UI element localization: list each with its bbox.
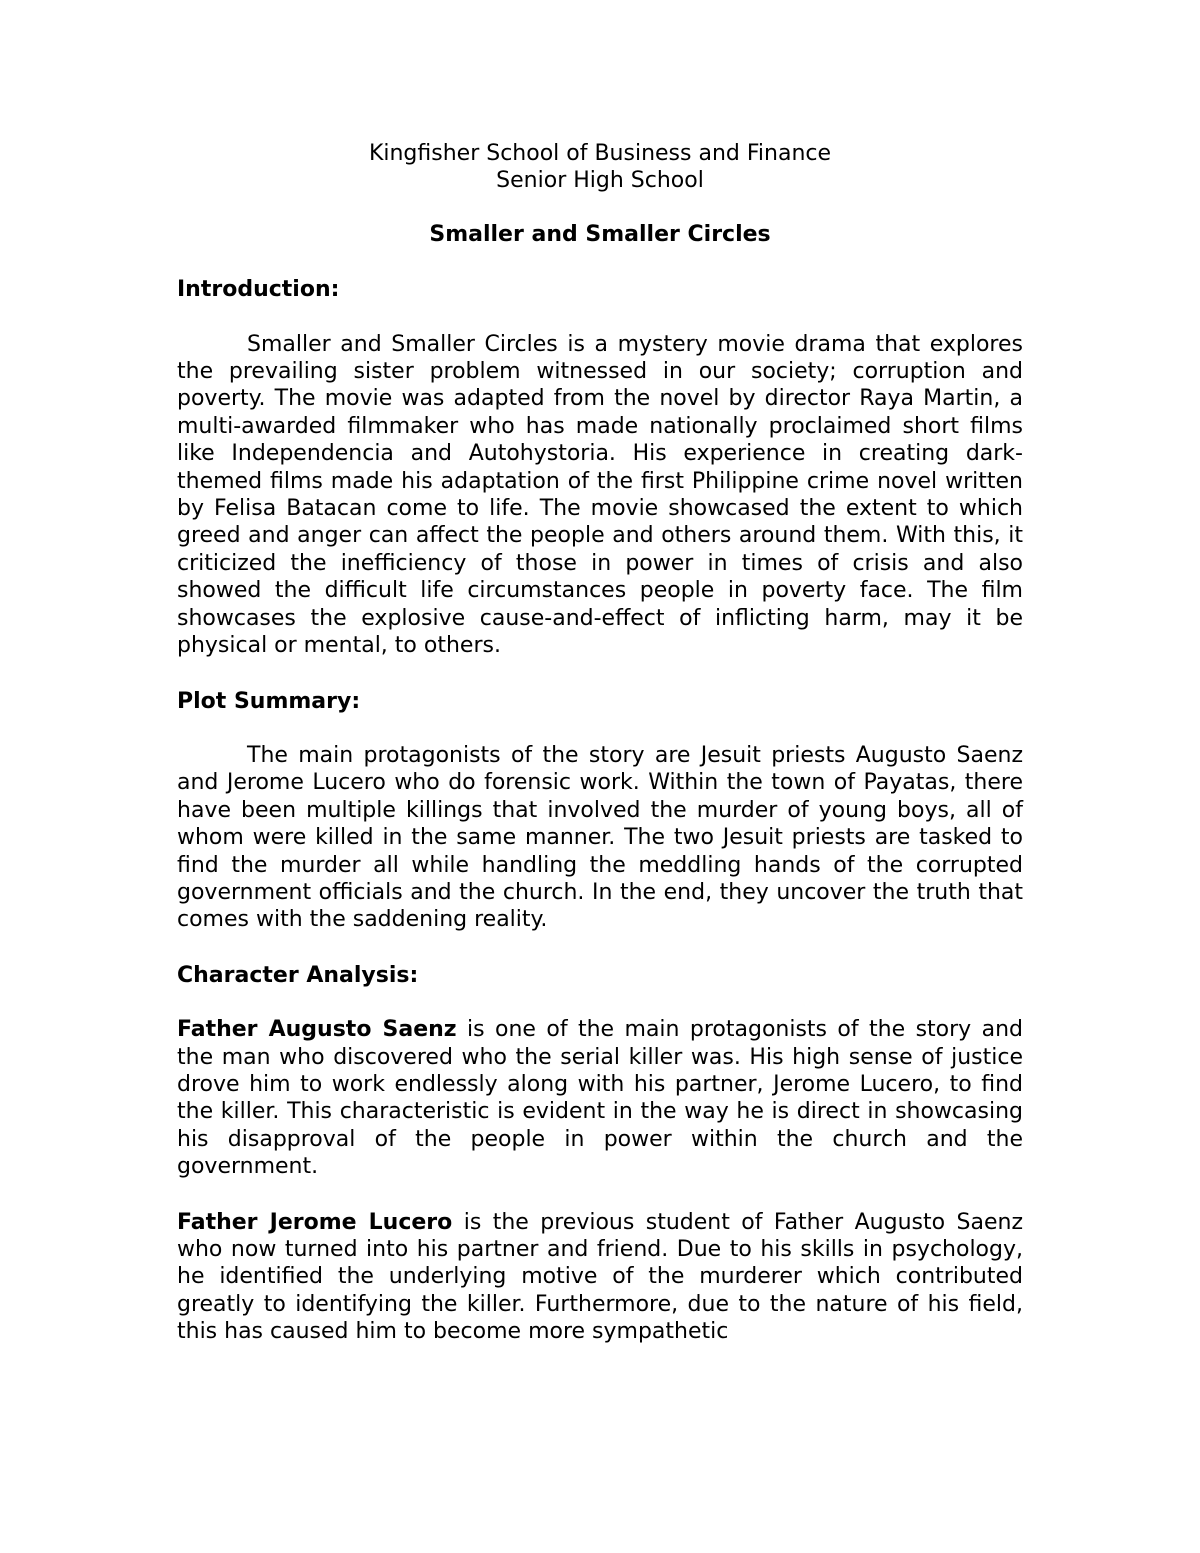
character-paragraph-lucero — [177, 1209, 1023, 1346]
character-text-lucero: is the previous student of Father Augusto Saenz who now turned into his partner and friend. Due to his skills in psychology, he identified the underlying motive of the murderer which contributed greatly to identifying the killer. Furthermore, due to the nature of his field, this has caused him to become more sympathetic — [177, 1209, 1023, 1345]
character-text-saenz: is one of the main protagonists of the story and the man who discovered who the serial killer was. His high sense of justice drove him to work endlessly along with his partner, Jerome Lucero, to find the killer. This characteristic is evident in the way he is direct in showcasing his disapproval of the people in power within the church and the government. — [177, 1017, 1023, 1180]
document-title: Smaller and Smaller Circles — [429, 221, 771, 247]
plot-summary-paragraph: The main protagonists of the story are Jesuit priests Augusto Saenz and Jerome Lucero who do forensic work. Within the town of Payatas, there have been multiple killings that involved the murder of young boys, all of whom were killed in the same manner. The two Jesuit priests are tasked to find the murder all while handling the meddling hands of the corrupted government officials and the church. In the end, they uncover the truth that comes with the saddening reality. — [177, 742, 1023, 933]
school-name: Kingfisher School of Business and Finance — [368, 141, 832, 166]
character-analysis-heading: Character Analysis: — [177, 962, 419, 988]
introduction-heading: Introduction: — [177, 277, 340, 303]
character-name-saenz: Father Augusto Saenz — [177, 1017, 457, 1043]
introduction-paragraph: Smaller and Smaller Circles is a mystery movie drama that explores the prevailing sister problem witnessed in our society; corruption and poverty. The movie was adapted from the novel by director Raya Martin, a multi-awarded filmmaker who has made nationally proclaimed short films like Independencia and Autohystoria. His experience in creating dark-themed films made his adaptation of the first Philippine crime novel written by Felisa Batacan come to life. The movie showcased the extent to which greed and anger can affect the people and others around them. With this, it criticized the inefficiency of those in power in times of crisis and also showed the difficult life circumstances people in poverty face. The film showcases the explosive cause-and-effect of inflicting harm, may it be physical or mental, to others. — [177, 331, 1023, 659]
school-level: Senior High School — [496, 168, 704, 194]
plot-summary-heading: Plot Summary: — [177, 688, 361, 714]
character-paragraph-saenz — [177, 1016, 1023, 1180]
character-name-lucero: Father Jerome Lucero — [177, 1209, 453, 1235]
document-page — [177, 140, 1023, 1346]
